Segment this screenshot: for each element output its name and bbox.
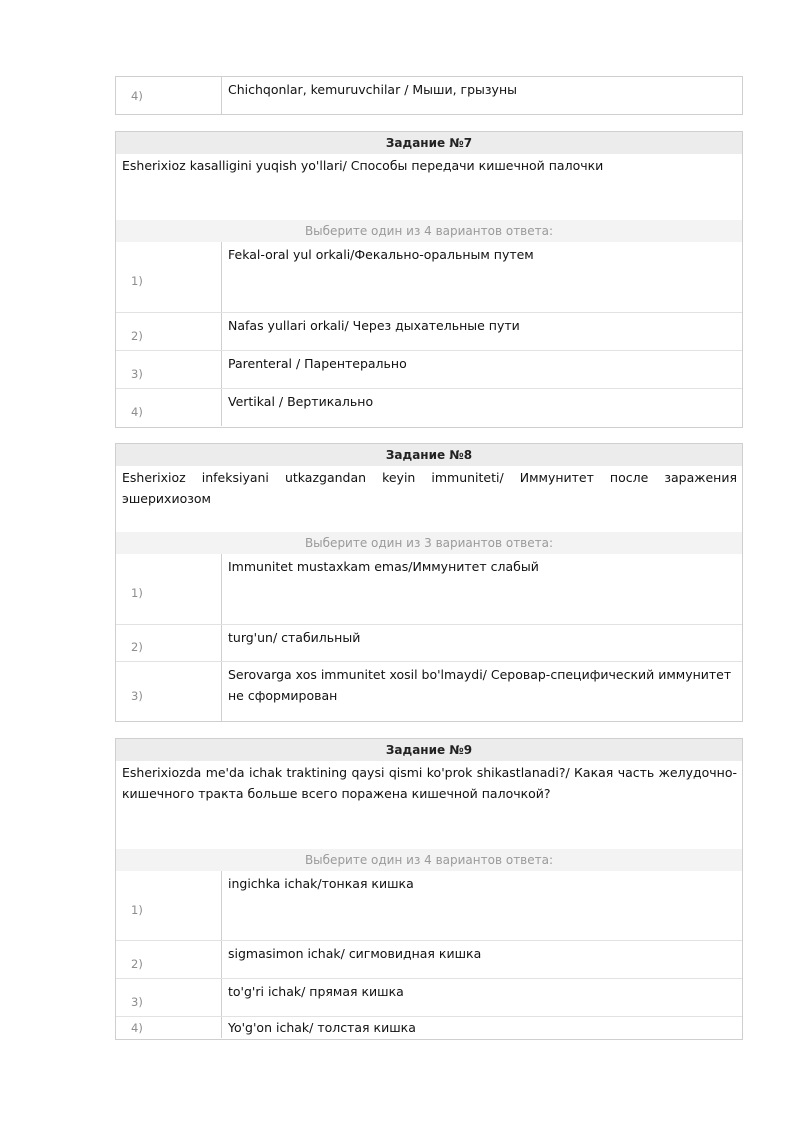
option-number: 2) — [131, 640, 143, 654]
option-number: 4) — [131, 1020, 143, 1035]
option-select-cell[interactable] — [160, 313, 222, 350]
option-number: 3) — [131, 366, 143, 381]
task-8 — [115, 443, 743, 722]
option-number: 2) — [131, 328, 143, 343]
task-title: Задание №7 — [116, 132, 742, 154]
option-number: 1) — [131, 586, 143, 600]
option-number: 3) — [131, 994, 143, 1009]
option-select-cell[interactable] — [160, 941, 222, 978]
option-text: Yo'g'on ichak/ толстая кишка — [228, 1020, 416, 1035]
option-row[interactable] — [116, 77, 742, 114]
option-select-cell[interactable] — [160, 77, 222, 114]
option-row[interactable] — [116, 624, 742, 661]
option-row[interactable] — [116, 388, 742, 426]
option-select-cell[interactable] — [160, 979, 222, 1016]
question-text: Esherixioz infeksiyani utkazgandan keyin immuniteti/ Иммунитет после заражения эшерихиозом — [122, 470, 737, 506]
task-title: Задание №8 — [116, 444, 742, 466]
question-text: Esherixioz kasalligini yuqish yo'llari/ Способы передачи кишечной палочки — [122, 158, 604, 173]
option-select-cell[interactable] — [160, 871, 222, 940]
option-select-cell[interactable] — [160, 1017, 222, 1038]
option-select-cell[interactable] — [160, 554, 222, 624]
option-row[interactable] — [116, 350, 742, 388]
option-number: 1) — [131, 274, 143, 288]
option-number: 4) — [131, 89, 143, 103]
previous-task-fragment — [115, 76, 743, 115]
option-text: Vertikal / Вертикально — [228, 394, 374, 409]
option-select-cell[interactable] — [160, 351, 222, 388]
task-9 — [115, 738, 743, 1040]
option-row[interactable] — [116, 242, 742, 312]
option-text: turg'un/ стабильный — [228, 630, 361, 645]
option-number: 2) — [131, 956, 143, 971]
answer-instruction: Выберите один из 3 вариантов ответа: — [116, 532, 742, 554]
option-row[interactable] — [116, 940, 742, 978]
answer-instruction: Выберите один из 4 вариантов ответа: — [116, 220, 742, 242]
option-row[interactable] — [116, 871, 742, 940]
question-text: Esherixiozda me'da ichak traktining qaysi qismi ko'prok shikastlanadi?/ Какая часть желудочно-кишечного тракта больше всего поражена кишечной палочкой? — [122, 765, 737, 801]
option-row[interactable] — [116, 554, 742, 624]
option-text: Immunitet mustaxkam emas/Иммунитет слабый — [228, 559, 539, 574]
option-select-cell[interactable] — [160, 625, 222, 661]
option-row[interactable] — [116, 312, 742, 350]
task-title: Задание №9 — [116, 739, 742, 761]
option-row[interactable] — [116, 661, 742, 721]
option-text: Chichqonlar, kemuruvchilar / Мыши, грызуны — [228, 82, 518, 97]
option-row[interactable] — [116, 1016, 742, 1038]
option-text: sigmasimon ichak/ сигмовидная кишка — [228, 946, 482, 961]
option-text: Parenteral / Парентерально — [228, 356, 407, 371]
option-text: Fekal-oral yul orkali/Фекально-оральным путем — [228, 247, 534, 262]
option-text: ingichka ichak/тонкая кишка — [228, 876, 414, 891]
answer-instruction: Выберите один из 4 вариантов ответа: — [116, 849, 742, 871]
option-text: Serovarga xos immunitet xosil bo'lmaydi/ Серовар-специфический иммунитет не сформирован — [228, 667, 732, 703]
option-select-cell[interactable] — [160, 389, 222, 426]
option-number: 1) — [131, 902, 143, 917]
option-select-cell[interactable] — [160, 662, 222, 721]
option-text: to'g'ri ichak/ прямая кишка — [228, 984, 404, 999]
option-number: 3) — [131, 688, 143, 703]
option-row[interactable] — [116, 978, 742, 1016]
option-select-cell[interactable] — [160, 242, 222, 312]
option-number: 4) — [131, 404, 143, 419]
option-text: Nafas yullari orkali/ Через дыхательные пути — [228, 318, 520, 333]
task-7 — [115, 131, 743, 428]
